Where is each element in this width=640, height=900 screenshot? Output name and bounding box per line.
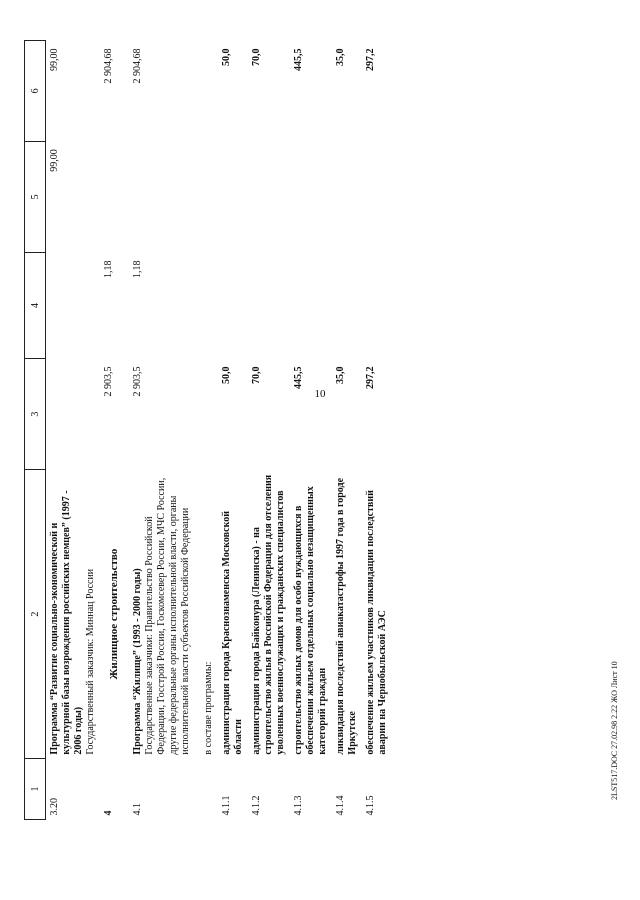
- row-title: строительство жилых домов для особо нуждающихся в обеспечении жильем отдельных социально незащищенных категорий граждан: [293, 486, 329, 755]
- cell-c3: 70,0: [251, 366, 263, 384]
- col-header-6: 6: [25, 41, 46, 142]
- cell-c6: 2 904,68: [103, 48, 114, 84]
- cell-c3: 2 903,5: [103, 366, 114, 397]
- cell-c4: 1,18: [103, 260, 114, 278]
- col-header-4: 4: [25, 252, 46, 358]
- cell-c5: [195, 141, 218, 252]
- row-number: 4.1.5: [365, 795, 377, 816]
- table-row: [129, 41, 195, 820]
- cell-c3: [46, 358, 101, 469]
- cell-c4: 1,18: [132, 260, 144, 278]
- row-title: Программа “Жилище” (1993 - 2000 годы) Государственные заказчики: Правительство Российской Федерации, Госстрой России, Госкомсевер России, МЧС России, другие федеральные органы исполнительной власти, органы исполнительной власти субъектов Российской Федерации: [132, 477, 192, 755]
- cell-c3: 297,2: [365, 366, 377, 389]
- col-header-3: 3: [25, 358, 46, 469]
- cell-c6: 99,00: [49, 48, 60, 71]
- cell-c3: 50,0: [221, 366, 233, 384]
- table-row: [100, 41, 129, 820]
- footer-note: 2LST517.DOC 27.02.98 2.22 ЖО Лист 10: [610, 661, 619, 800]
- cell-c3: 445,5: [293, 366, 305, 389]
- col-header-5: 5: [25, 141, 46, 252]
- cell-c4: [248, 252, 290, 358]
- cell-c5: [218, 141, 248, 252]
- row-number: 4.1: [132, 803, 144, 816]
- cell-c5: [248, 141, 290, 252]
- cell-c6: 445,5: [293, 48, 305, 71]
- row-number: 3.20: [49, 798, 60, 816]
- cell-c4: [362, 252, 392, 358]
- row-title: администрация города Краснознаменска Московской области: [221, 510, 245, 755]
- page-number: 10: [314, 388, 326, 400]
- col-header-2: 2: [25, 470, 46, 759]
- col-header-1: 1: [25, 759, 46, 820]
- row-title: обеспечение жильем участников ликвидации последствий аварии на Чернобыльской АЭС: [365, 490, 389, 755]
- cell-c3: [195, 358, 218, 469]
- row-number: [195, 759, 218, 820]
- cell-c3: 35,0: [335, 366, 347, 384]
- budget-table: [24, 40, 392, 820]
- row-title: Программа “Развитие социально-экономической и культурной базы возрождения российских немцев” (1997 - 2006 годы) Государственный заказчик: Миннац России: [49, 490, 96, 755]
- cell-c5: [100, 141, 129, 252]
- cell-c4: [218, 252, 248, 358]
- cell-c4: [195, 252, 218, 358]
- table-row: [195, 41, 218, 820]
- table-row: [46, 41, 101, 820]
- cell-c5: [332, 141, 362, 252]
- cell-c6: 70,0: [251, 48, 263, 66]
- row-title: Жилищное строительство: [108, 548, 120, 680]
- cell-c5: 99,00: [49, 149, 60, 172]
- table-row: [248, 41, 290, 820]
- row-number: 4: [103, 810, 114, 816]
- cell-c6: 50,0: [221, 48, 233, 66]
- row-title: ликвидация последствий авиакатастрофы 1997 года в городе Иркутске: [335, 477, 359, 755]
- table-row: [218, 41, 248, 820]
- row-number: 4.1.3: [293, 795, 305, 816]
- row-title: в составе программы:: [203, 661, 215, 755]
- cell-c5: [362, 141, 392, 252]
- cell-c4: [290, 252, 332, 358]
- table-row: [332, 41, 362, 820]
- rotated-page: [24, 40, 624, 820]
- row-number: 4.1.4: [335, 795, 347, 816]
- header-row: [25, 41, 46, 820]
- table-row: [362, 41, 392, 820]
- cell-c3: 2 903,5: [132, 366, 144, 397]
- cell-c6: 297,2: [365, 48, 377, 71]
- table-row: [290, 41, 332, 820]
- cell-c5: [129, 141, 195, 252]
- cell-c4: [46, 252, 101, 358]
- cell-c6: 2 904,68: [132, 48, 144, 84]
- cell-c4: [332, 252, 362, 358]
- row-number: 4.1.2: [251, 795, 263, 816]
- row-number: 4.1.1: [221, 795, 233, 816]
- cell-c5: [290, 141, 332, 252]
- row-title: администрация города Байконура (Ленинска) - на строительство жилья в Российской Федерации для отселения уволенных военнослужащих и гражданских специалистов: [251, 474, 287, 755]
- cell-c6: [195, 41, 218, 142]
- cell-c6: 35,0: [335, 48, 347, 66]
